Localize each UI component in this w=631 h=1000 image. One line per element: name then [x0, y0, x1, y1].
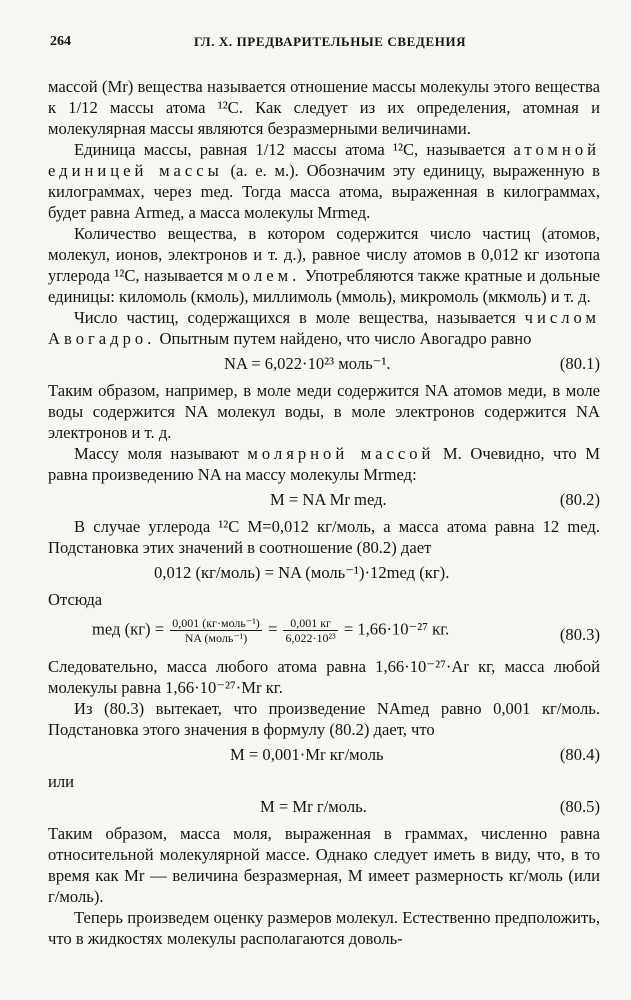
paragraph-6-start: Массу моля называют — [74, 444, 239, 463]
term-avogadro: числом Авогадро. — [48, 308, 600, 348]
paragraph-12: Таким образом, масса моля, выраженная в граммах, численно равна относительной молекулярной массе. Однако следует иметь в виду, что, в то время как Mr — величина безразмерная, M имеет размерность кг/моль (или г/моль). — [48, 824, 600, 906]
paragraph-2-end: (а. е. м.). Обозначим эту единицу, выраженную в килограммах, через mед. Тогда масса атома, выраженная в килограммах, будет равна Armед, а масса молекулы Mrmед. — [48, 161, 600, 222]
equals-sign: = — [267, 619, 278, 639]
equation-80-4-formula: M = 0,001·Mr кг/моль — [230, 745, 384, 764]
equation-80-4-number: (80.4) — [559, 745, 600, 764]
fraction-1-denominator: NA (моль⁻¹) — [184, 631, 248, 645]
paragraph-4-start: Число частиц, содержащихся в моле вещества, называется — [74, 308, 516, 327]
equation-substitution-formula: 0,012 (кг/моль) = NA (моль⁻¹)·12mед (кг). — [154, 563, 450, 582]
paragraph-6 — [48, 443, 600, 485]
paragraph-2 — [48, 139, 600, 223]
paragraph-3 — [48, 223, 600, 307]
paragraph-6-end: M. Очевидно, что M равна произведению NA на массу молекулы Mrmед: — [48, 444, 600, 484]
paragraph-13: Теперь произведем оценку размеров молекул. Естественно предположить, что в жидкостях молекулы располагаются доволь- — [48, 908, 600, 948]
fraction-2-numerator: 0,001 кг — [283, 616, 337, 631]
equation-80-4 — [48, 744, 600, 767]
fraction-1-numerator: 0,001 (кг·моль⁻¹) — [172, 616, 260, 630]
term-amu: атомной единицей массы — [48, 140, 600, 180]
page-number: 264 — [50, 34, 71, 49]
equation-80-2-number: (80.2) — [559, 490, 600, 509]
equation-80-1 — [48, 353, 600, 376]
equation-80-3-number: (80.3) — [559, 625, 600, 644]
running-header — [48, 34, 600, 54]
equation-80-5-formula: M = Mr г/моль. — [260, 797, 367, 816]
equation-80-5 — [48, 796, 600, 819]
equation-80-1-formula: NA = 6,022·10²³ моль⁻¹. — [224, 354, 391, 373]
equation-80-1-number: (80.1) — [559, 354, 600, 373]
chapter-title: ГЛ. X. ПРЕДВАРИТЕЛЬНЫЕ СВЕДЕНИЯ — [194, 34, 467, 49]
paragraph-9: Следовательно, масса любого атома равна 1,66·10⁻²⁷·Ar кг, масса любой молекулы равна 1,66·10⁻²⁷·Mr кг. — [48, 657, 600, 697]
equation-80-5-number: (80.5) — [559, 797, 600, 816]
paragraph-11: или — [48, 772, 75, 791]
page-body — [48, 76, 600, 949]
equation-80-3 — [48, 616, 600, 650]
equation-substitution — [48, 562, 600, 585]
paragraph-1: массой (Mr) вещества называется отношение массы молекулы этого вещества к 1/12 массы атома ¹²C. Как следует из их определения, атомная и молекулярная массы являются безразмерными величинами. — [48, 77, 600, 138]
fraction-2-denominator: 6,022·10²³ — [285, 631, 336, 645]
paragraph-3-start: Количество вещества, в котором содержится число частиц (атомов, молекул, ионов, электронов и т. д.), равное числу атомов в 0,012 кг изотопа углерода ¹²C, называется — [48, 224, 600, 285]
equation-80-3-rhs: = 1,66·10⁻²⁷ кг. — [343, 619, 450, 639]
paragraph-3-end: Употребляются также кратные и дольные единицы: киломоль (кмоль), миллимоль (ммоль), микромоль (мкмоль) и т. д. — [48, 266, 600, 306]
equation-80-2 — [48, 489, 600, 512]
paragraph-5: Таким образом, например, в моле меди содержится NA атомов меди, в моле воды содержится NA молекул воды, в моле электронов содержится NA электронов и т. д. — [48, 381, 600, 442]
paragraph-10: Из (80.3) вытекает, что произведение NAmед равно 0,001 кг/моль. Подстановка этого значения в формулу (80.2) дает, что — [48, 699, 600, 739]
paragraph-2-start: Единица массы, равная 1/12 массы атома ¹²C, называется — [74, 140, 506, 159]
paragraph-7: В случае углерода ¹²C M=0,012 кг/моль, а масса атома равна 12 mед. Подстановка этих значений в соотношение (80.2) дает — [48, 517, 600, 557]
equation-80-2-formula: M = NA Mr mед. — [270, 490, 387, 509]
equation-80-3-formula — [92, 616, 449, 645]
fraction-1 — [170, 616, 262, 645]
equation-80-3-lhs: mед (кг) = — [92, 619, 165, 639]
term-molar-mass: молярной массой — [247, 444, 435, 463]
fraction-2 — [283, 616, 337, 645]
paragraph-4 — [48, 307, 600, 349]
term-mole: молем. — [227, 266, 301, 285]
paragraph-8: Отсюда — [48, 590, 103, 609]
paragraph-4-end: Опытным путем найдено, что число Авогадро равно — [159, 329, 532, 348]
